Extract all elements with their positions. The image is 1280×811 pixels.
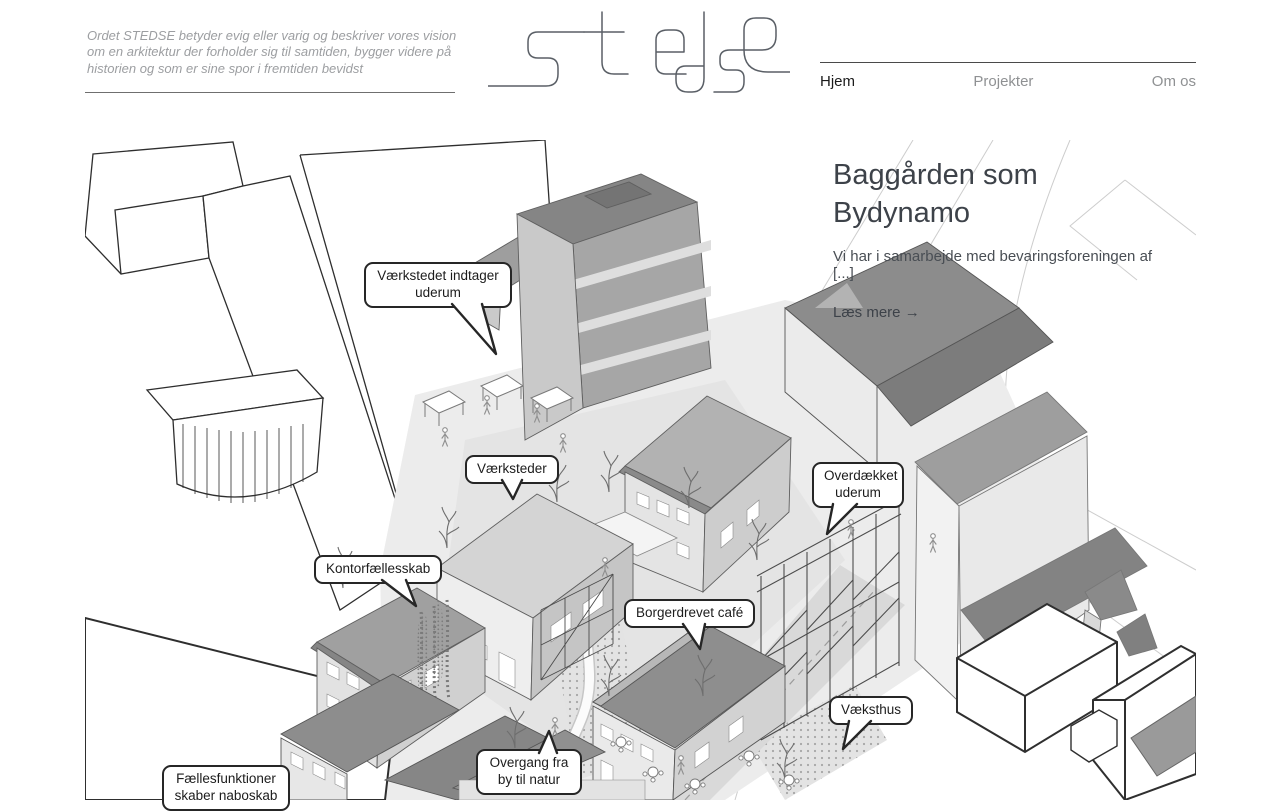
stedse-logo — [488, 6, 790, 98]
read-more-link[interactable]: Læs mere → — [833, 304, 920, 321]
hero-title: Baggården som Bydynamo — [833, 159, 1038, 229]
main-nav — [820, 73, 1196, 90]
tagline-rule — [85, 92, 455, 93]
arrow-right-icon: → — [904, 304, 920, 321]
callout-overdaekket-uderum: Overdækket uderum — [812, 462, 904, 508]
callout-vaeksthus: Væksthus — [829, 696, 913, 725]
nav-item-projekter[interactable]: Projekter — [973, 73, 1034, 90]
hero-block — [833, 156, 1163, 322]
nav-rule — [820, 62, 1196, 63]
nav-item-hjem[interactable]: Hjem — [820, 73, 856, 90]
tagline: Ordet STEDSE betyder evig eller varig og beskriver vores vision om en arkitektur der forholder sig til samtiden, bygger videre på historien og som er sine spor i fremtiden bevidst — [87, 28, 457, 76]
callout-overgang-fra-by-til-natur: Overgang fra by til natur — [476, 749, 582, 795]
callout-faellesfunktioner-skaber-naboskab: Fællesfunktioner skaber naboskab — [162, 765, 290, 811]
callout-vaerkstedet-indtager-uderum: Værkstedet indtager uderum — [364, 262, 512, 308]
hero-excerpt: Vi har i samarbejde med bevaringsforeningen af [...] — [833, 248, 1153, 282]
nav-item-om-os[interactable]: Om os — [1151, 73, 1196, 90]
callout-kontorfaellesskab: Kontorfællesskab — [314, 555, 442, 584]
callout-borgerdrevet-cafe: Borgerdrevet café — [624, 599, 755, 628]
callout-vaerksteder: Værksteder — [465, 455, 559, 484]
